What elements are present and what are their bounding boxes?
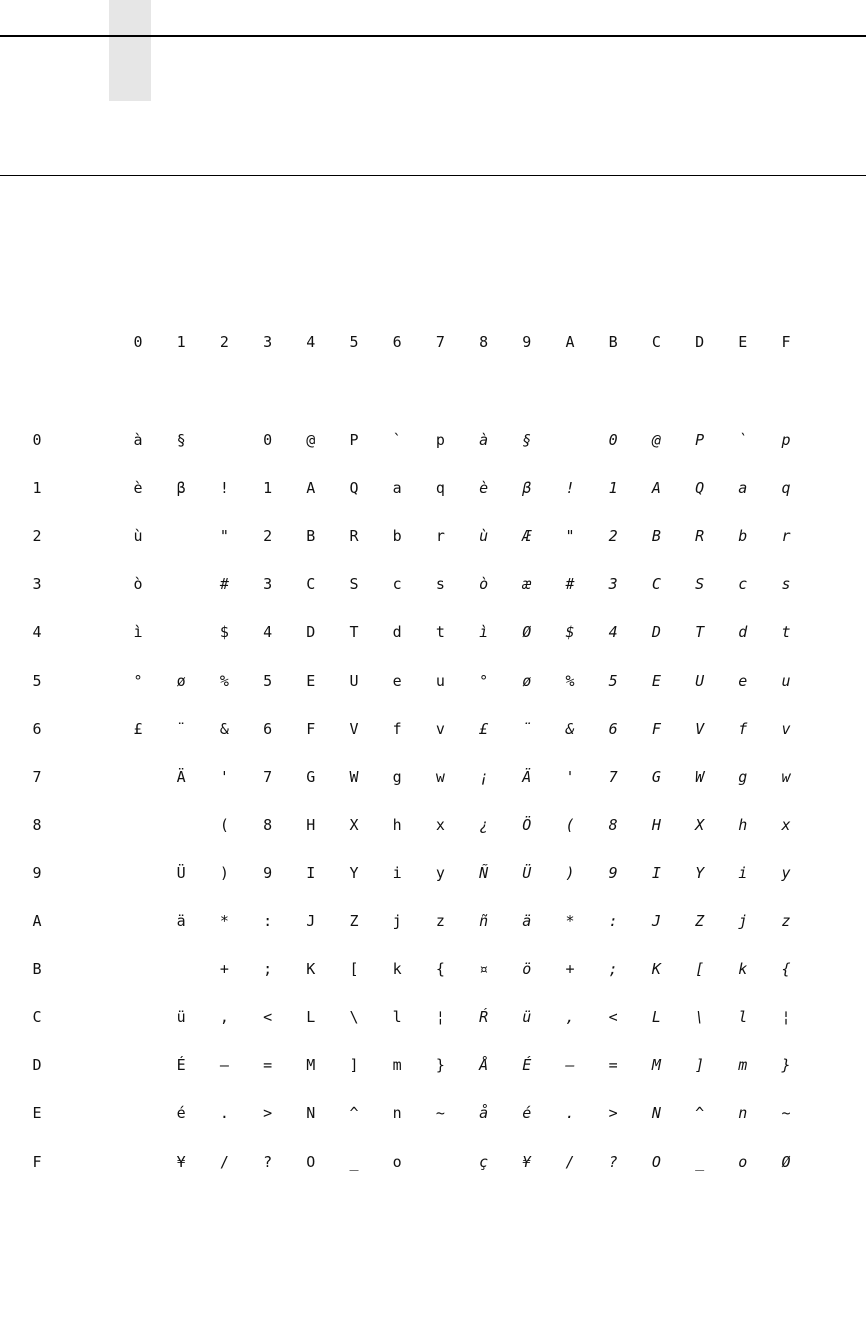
character-cell: ä <box>522 912 532 930</box>
character-cell: A <box>651 479 661 498</box>
character-cell: } <box>435 1056 445 1075</box>
character-cell: n <box>738 1104 748 1123</box>
row-header: B <box>32 960 42 979</box>
character-cell: K <box>306 960 316 979</box>
character-cell: d <box>392 623 402 642</box>
character-cell: A <box>306 479 316 498</box>
character-cell: ; <box>263 960 273 979</box>
column-header: F <box>781 333 791 351</box>
column-header: 5 <box>349 333 359 351</box>
character-cell: $ <box>219 623 229 642</box>
character-cell: è <box>479 479 489 498</box>
character-cell: O <box>306 1152 316 1171</box>
character-cell: X <box>695 815 705 834</box>
character-cell: § <box>176 431 186 449</box>
character-cell: P <box>349 431 359 449</box>
character-cell: Ø <box>522 623 532 642</box>
character-cell: D <box>651 623 661 642</box>
character-cell: m <box>738 1056 748 1075</box>
character-cell: [ <box>349 960 359 979</box>
character-cell: s <box>781 575 791 594</box>
character-cell: & <box>565 719 575 738</box>
character-cell: I <box>306 863 316 882</box>
row-header: 4 <box>32 623 42 642</box>
column-header: 9 <box>522 333 532 351</box>
character-cell: C <box>651 575 661 594</box>
character-cell: q <box>781 479 791 498</box>
character-cell: ~ <box>435 1104 445 1123</box>
character-cell: 1 <box>608 479 618 498</box>
row-header: E <box>32 1104 42 1123</box>
character-cell: j <box>738 912 748 930</box>
character-cell: å <box>479 1104 489 1123</box>
character-cell: Ü <box>176 863 186 882</box>
column-header: 1 <box>176 333 186 351</box>
character-cell: J <box>651 912 661 930</box>
character-cell: $ <box>565 623 575 642</box>
character-cell: e <box>392 671 402 690</box>
character-cell: f <box>392 719 402 738</box>
character-cell: o <box>392 1152 402 1171</box>
character-cell: J <box>306 912 316 930</box>
character-cell: u <box>781 671 791 690</box>
character-cell: w <box>435 767 445 786</box>
character-cell: b <box>738 527 748 546</box>
character-cell: ì <box>133 623 143 642</box>
character-cell: g <box>738 767 748 786</box>
character-cell: p <box>781 431 791 449</box>
row-header: A <box>32 912 42 930</box>
character-cell: r <box>435 527 445 546</box>
character-cell: ù <box>133 527 143 546</box>
character-cell: > <box>608 1104 618 1123</box>
character-cell: 3 <box>263 575 273 594</box>
character-cell: β <box>522 479 532 498</box>
character-cell: Ø <box>781 1152 791 1171</box>
character-cell: Y <box>695 863 705 882</box>
character-cell: m <box>392 1056 402 1075</box>
column-header: D <box>695 333 705 351</box>
character-cell: l <box>392 1008 402 1027</box>
character-cell: k <box>738 960 748 979</box>
character-cell: 8 <box>263 815 273 834</box>
character-cell: G <box>306 767 316 786</box>
character-cell: R <box>349 527 359 546</box>
row-header: 9 <box>32 863 42 882</box>
character-cell: ì <box>479 623 489 642</box>
character-cell: P <box>695 431 705 449</box>
character-cell: É <box>176 1056 186 1075</box>
character-cell: S <box>695 575 705 594</box>
character-cell: H <box>306 815 316 834</box>
character-cell: < <box>263 1008 273 1027</box>
character-cell: " <box>219 527 229 546</box>
character-cell: # <box>565 575 575 594</box>
character-cell: M <box>306 1056 316 1075</box>
character-cell: w <box>781 767 791 786</box>
character-cell: t <box>435 623 445 642</box>
character-cell: W <box>349 767 359 786</box>
character-cell: n <box>392 1104 402 1123</box>
character-cell: T <box>349 623 359 642</box>
character-cell: ( <box>565 815 575 834</box>
character-cell: : <box>608 912 618 930</box>
character-cell: X <box>349 815 359 834</box>
character-cell: 9 <box>263 863 273 882</box>
character-cell: 9 <box>608 863 618 882</box>
character-cell: 0 <box>263 431 273 449</box>
character-cell: Z <box>349 912 359 930</box>
character-cell: ' <box>565 767 575 786</box>
character-cell: B <box>651 527 661 546</box>
character-cell: v <box>781 719 791 738</box>
character-cell: M <box>651 1056 661 1075</box>
character-cell: ? <box>263 1152 273 1171</box>
character-cell: a <box>738 479 748 498</box>
character-cell: @ <box>651 431 661 449</box>
character-cell: V <box>349 719 359 738</box>
character-cell: 2 <box>608 527 618 546</box>
character-cell: ^ <box>695 1104 705 1123</box>
character-cell: £ <box>133 719 143 738</box>
character-cell: s <box>435 575 445 594</box>
character-cell: ¥ <box>176 1152 186 1171</box>
character-cell: ¨ <box>176 719 186 738</box>
character-cell: V <box>695 719 705 738</box>
character-cell: = <box>263 1056 273 1075</box>
character-cell: ^ <box>349 1104 359 1123</box>
character-cell: > <box>263 1104 273 1123</box>
character-cell: F <box>651 719 661 738</box>
character-cell: Å <box>479 1056 489 1075</box>
character-cell: / <box>219 1152 229 1171</box>
character-cell: . <box>219 1104 229 1123</box>
character-cell: Ä <box>522 767 532 786</box>
character-cell: £ <box>479 719 489 738</box>
character-cell: x <box>435 815 445 834</box>
character-cell: E <box>306 671 316 690</box>
character-cell: O <box>651 1152 661 1171</box>
character-cell: + <box>565 960 575 979</box>
character-cell: è <box>133 479 143 498</box>
character-cell: ¤ <box>479 960 489 979</box>
row-header: F <box>32 1152 42 1171</box>
character-cell: _ <box>695 1152 705 1171</box>
character-cell: W <box>695 767 705 786</box>
character-cell: % <box>219 671 229 690</box>
character-cell: j <box>392 912 402 930</box>
character-cell: ¦ <box>781 1008 791 1027</box>
character-cell: ä <box>176 912 186 930</box>
row-header: D <box>32 1056 42 1075</box>
column-header: A <box>565 333 575 351</box>
row-header: 5 <box>32 671 42 690</box>
character-cell: = <box>608 1056 618 1075</box>
row-header: 1 <box>32 479 42 498</box>
character-cell: ¦ <box>435 1008 445 1027</box>
character-cell: 7 <box>608 767 618 786</box>
character-cell: , <box>565 1008 575 1027</box>
character-cell: Æ <box>522 527 532 546</box>
character-cell: L <box>651 1008 661 1027</box>
character-cell: § <box>522 431 532 449</box>
character-cell: L <box>306 1008 316 1027</box>
character-cell: h <box>738 815 748 834</box>
character-cell: 6 <box>608 719 618 738</box>
character-cell: f <box>738 719 748 738</box>
character-cell: S <box>349 575 359 594</box>
character-cell: c <box>738 575 748 594</box>
character-cell: é <box>176 1104 186 1123</box>
character-cell: ø <box>522 671 532 690</box>
column-header: 0 <box>133 333 143 351</box>
character-cell: \ <box>349 1008 359 1027</box>
character-cell: Ä <box>176 767 186 786</box>
character-cell: R <box>695 527 705 546</box>
character-cell: c <box>392 575 402 594</box>
character-cell: : <box>263 912 273 930</box>
character-cell: _ <box>349 1152 359 1171</box>
character-cell: K <box>651 960 661 979</box>
character-cell: ] <box>695 1056 705 1075</box>
character-cell: q <box>435 479 445 498</box>
character-cell: Ñ <box>479 863 489 882</box>
character-cell: ö <box>522 960 532 979</box>
character-cell: z <box>435 912 445 930</box>
character-cell: 3 <box>608 575 618 594</box>
character-cell: ] <box>349 1056 359 1075</box>
character-cell: @ <box>306 431 316 449</box>
character-cell: , <box>219 1008 229 1027</box>
character-cell: U <box>349 671 359 690</box>
character-cell: Q <box>695 479 705 498</box>
character-cell: ç <box>479 1152 489 1171</box>
character-cell: E <box>651 671 661 690</box>
character-cell: / <box>565 1152 575 1171</box>
character-cell: h <box>392 815 402 834</box>
character-cell: ? <box>608 1152 618 1171</box>
character-cell: F <box>306 719 316 738</box>
character-cell: * <box>565 912 575 930</box>
character-cell: g <box>392 767 402 786</box>
character-cell: k <box>392 960 402 979</box>
character-cell: É <box>522 1056 532 1075</box>
character-cell: Q <box>349 479 359 498</box>
row-header: 2 <box>32 527 42 546</box>
character-cell: z <box>781 912 791 930</box>
character-cell: % <box>565 671 575 690</box>
character-cell: Z <box>695 912 705 930</box>
character-cell: à <box>479 431 489 449</box>
column-header: 4 <box>306 333 316 351</box>
character-cell: + <box>219 960 229 979</box>
character-cell: ¿ <box>479 815 489 834</box>
character-cell: I <box>651 863 661 882</box>
character-cell: C <box>306 575 316 594</box>
character-cell: Ŕ <box>479 1008 489 1027</box>
character-cell: – <box>219 1056 229 1075</box>
character-cell: 1 <box>263 479 273 498</box>
character-cell: N <box>651 1104 661 1123</box>
character-cell: 5 <box>608 671 618 690</box>
character-cell: ò <box>133 575 143 594</box>
character-cell: 6 <box>263 719 273 738</box>
character-cell: ° <box>479 671 489 690</box>
character-cell: ° <box>133 671 143 690</box>
character-cell: p <box>435 431 445 449</box>
character-cell: 8 <box>608 815 618 834</box>
character-cell: t <box>781 623 791 642</box>
character-cell: ! <box>565 479 575 498</box>
character-cell: 4 <box>263 623 273 642</box>
character-cell: é <box>522 1104 532 1123</box>
character-cell: [ <box>695 960 705 979</box>
character-cell: v <box>435 719 445 738</box>
character-cell: 2 <box>263 527 273 546</box>
character-cell: & <box>219 719 229 738</box>
row-header: 3 <box>32 575 42 594</box>
character-cell: " <box>565 527 575 546</box>
row-header: 6 <box>32 719 42 738</box>
column-header: B <box>608 333 618 351</box>
character-cell: D <box>306 623 316 642</box>
character-cell: { <box>781 960 791 979</box>
character-cell: G <box>651 767 661 786</box>
character-cell: i <box>392 863 402 882</box>
column-header: E <box>738 333 748 351</box>
character-cell: ü <box>176 1008 186 1027</box>
character-cell: ) <box>219 863 229 882</box>
row-header: C <box>32 1008 42 1027</box>
character-cell: i <box>738 863 748 882</box>
character-cell: . <box>565 1104 575 1123</box>
character-cell: y <box>781 863 791 882</box>
row-header: 8 <box>32 815 42 834</box>
column-header: C <box>651 333 661 351</box>
column-header: 3 <box>263 333 273 351</box>
character-cell: 7 <box>263 767 273 786</box>
character-cell: B <box>306 527 316 546</box>
character-cell: ¡ <box>479 767 489 786</box>
character-cell: ñ <box>479 912 489 930</box>
character-cell: ¥ <box>522 1152 532 1171</box>
character-cell: 5 <box>263 671 273 690</box>
character-cell: ' <box>219 767 229 786</box>
character-cell: Y <box>349 863 359 882</box>
character-cell: – <box>565 1056 575 1075</box>
column-header: 6 <box>392 333 402 351</box>
column-header: 2 <box>219 333 229 351</box>
character-cell: ! <box>219 479 229 498</box>
character-cell: y <box>435 863 445 882</box>
character-cell: ~ <box>781 1104 791 1123</box>
character-cell: H <box>651 815 661 834</box>
character-cell: } <box>781 1056 791 1075</box>
character-cell: ü <box>522 1008 532 1027</box>
character-cell: # <box>219 575 229 594</box>
character-cell: 0 <box>608 431 618 449</box>
character-cell: \ <box>695 1008 705 1027</box>
character-cell: d <box>738 623 748 642</box>
character-cell: N <box>306 1104 316 1123</box>
character-cell: u <box>435 671 445 690</box>
character-cell: ) <box>565 863 575 882</box>
character-cell: à <box>133 431 143 449</box>
character-cell: ; <box>608 960 618 979</box>
character-cell: { <box>435 960 445 979</box>
character-cell: o <box>738 1152 748 1171</box>
character-cell: ø <box>176 671 186 690</box>
character-cell: x <box>781 815 791 834</box>
character-cell: r <box>781 527 791 546</box>
character-cell: * <box>219 912 229 930</box>
character-cell: ¨ <box>522 719 532 738</box>
row-header: 0 <box>32 431 42 449</box>
column-header: 8 <box>479 333 489 351</box>
character-cell: ` <box>738 431 748 449</box>
character-cell: ( <box>219 815 229 834</box>
character-cell: ò <box>479 575 489 594</box>
character-cell: e <box>738 671 748 690</box>
row-header: 7 <box>32 767 42 786</box>
character-cell: Ö <box>522 815 532 834</box>
character-cell: ` <box>392 431 402 449</box>
column-header: 7 <box>435 333 445 351</box>
character-cell: T <box>695 623 705 642</box>
character-cell: l <box>738 1008 748 1027</box>
character-cell: a <box>392 479 402 498</box>
character-cell: U <box>695 671 705 690</box>
character-cell: b <box>392 527 402 546</box>
character-cell: Ü <box>522 863 532 882</box>
character-cell: < <box>608 1008 618 1027</box>
character-cell: 4 <box>608 623 618 642</box>
character-cell: β <box>176 479 186 498</box>
character-cell: ù <box>479 527 489 546</box>
character-cell: æ <box>522 575 532 594</box>
